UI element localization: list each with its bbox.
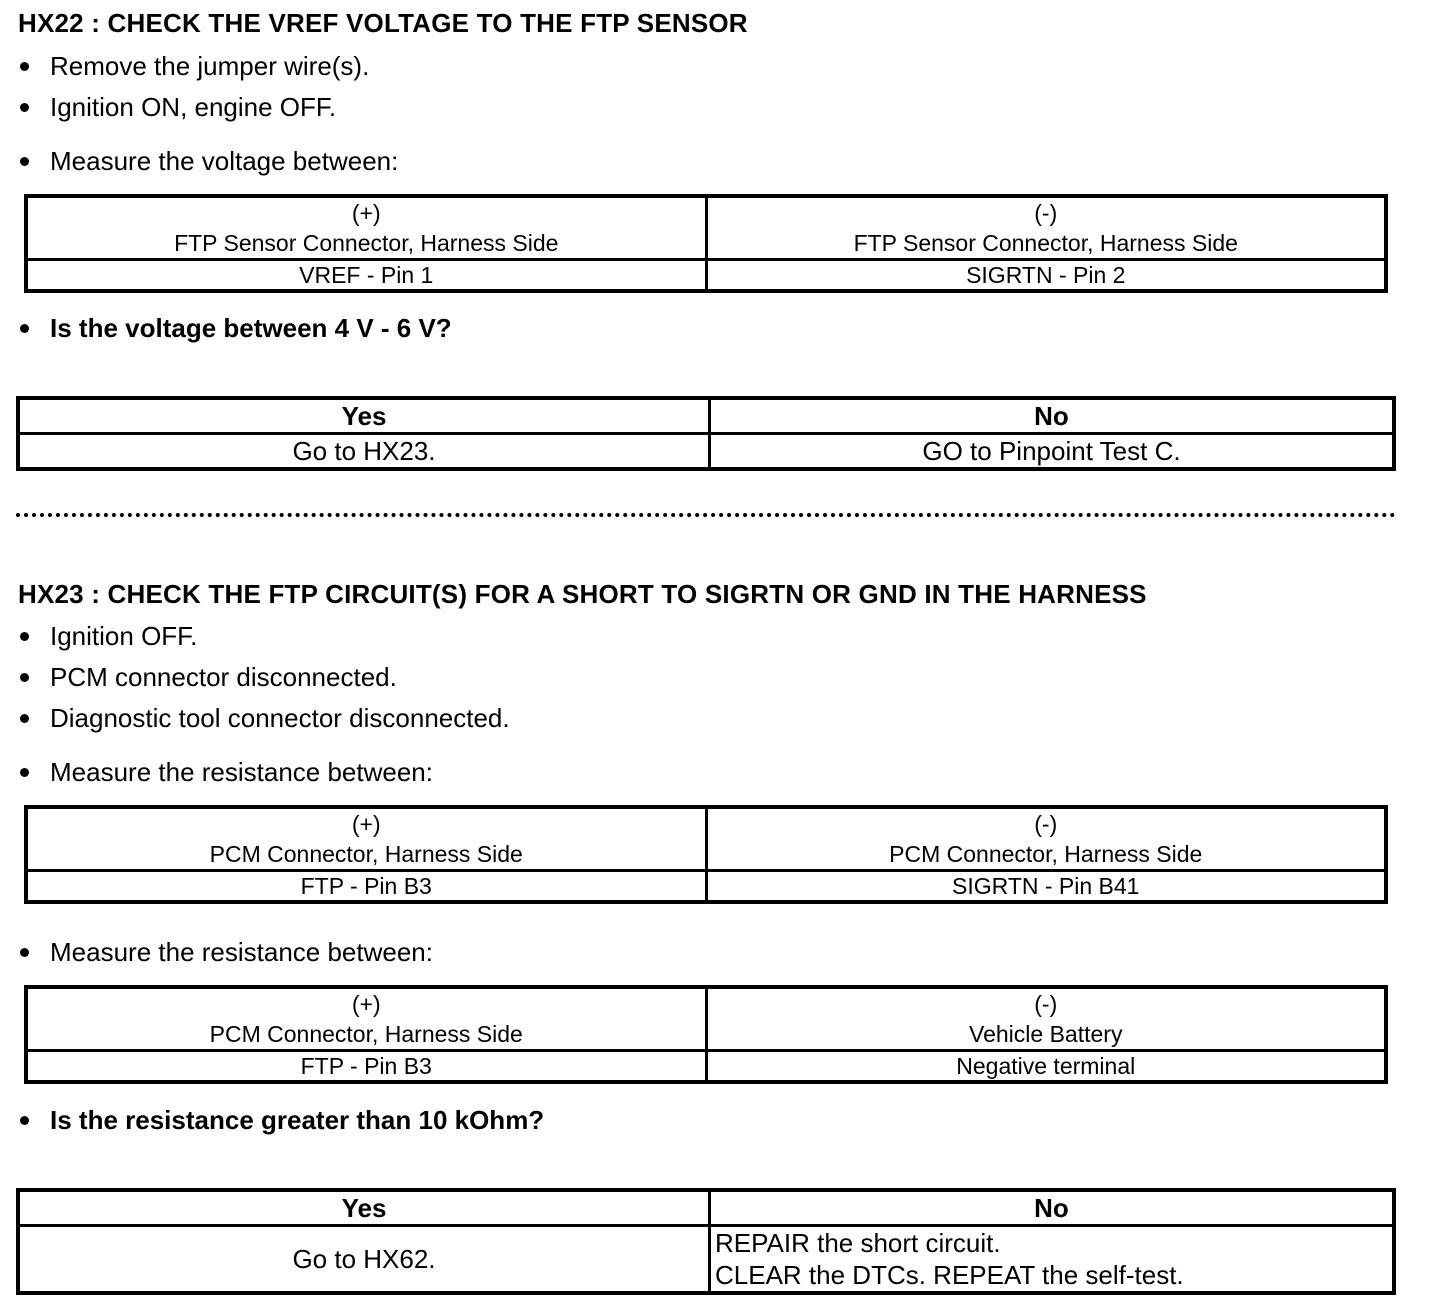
negative-probe-pin: SIGRTN - Pin B41: [706, 871, 1386, 903]
hx22-title: HX22 : CHECK THE VREF VOLTAGE TO THE FTP SENSOR: [18, 8, 748, 38]
positive-probe-header: (+) FTP Sensor Connector, Harness Side: [26, 196, 706, 260]
bullet-icon: [20, 673, 29, 682]
no-action: GO to Pinpoint Test C.: [710, 434, 1395, 470]
bullet-icon: [20, 157, 29, 166]
negative-probe-pin: SIGRTN - Pin 2: [706, 260, 1386, 292]
bullet-icon: [20, 62, 29, 71]
bullet-icon: [20, 714, 29, 723]
section-divider: [16, 513, 1396, 517]
hx23-result-table: [16, 1188, 1396, 1295]
positive-probe-pin: FTP - Pin B3: [26, 871, 706, 903]
no-action: REPAIR the short circuit. CLEAR the DTCs. REPEAT the self-test.: [710, 1226, 1395, 1294]
negative-probe-header: (-) Vehicle Battery: [706, 987, 1386, 1051]
hx23-measurement-table-2: [24, 985, 1388, 1084]
negative-probe-header: (-) PCM Connector, Harness Side: [706, 807, 1386, 871]
hx23-title: HX23 : CHECK THE FTP CIRCUIT(S) FOR A SHORT TO SIGRTN OR GND IN THE HARNESS: [18, 579, 1147, 609]
bullet-icon: [20, 1116, 29, 1125]
bullet-icon: [20, 103, 29, 112]
bullet-icon: [20, 948, 29, 957]
no-header: No: [710, 1190, 1395, 1226]
hx22-result-table: [16, 396, 1396, 471]
bullet-icon: [20, 324, 29, 333]
positive-probe-pin: FTP - Pin B3: [26, 1051, 706, 1083]
negative-probe-pin: Negative terminal: [706, 1051, 1386, 1083]
hx23-measurement-table-1: [24, 805, 1388, 904]
negative-probe-header: (-) FTP Sensor Connector, Harness Side: [706, 196, 1386, 260]
positive-probe-header: (+) PCM Connector, Harness Side: [26, 987, 706, 1051]
bullet-icon: [20, 768, 29, 777]
yes-header: Yes: [18, 398, 710, 434]
no-header: No: [710, 398, 1395, 434]
yes-action: Go to HX62.: [18, 1226, 710, 1294]
hx22-measurement-table: [24, 194, 1388, 293]
positive-probe-header: (+) PCM Connector, Harness Side: [26, 807, 706, 871]
positive-probe-pin: VREF - Pin 1: [26, 260, 706, 292]
yes-action: Go to HX23.: [18, 434, 710, 470]
yes-header: Yes: [18, 1190, 710, 1226]
bullet-icon: [20, 632, 29, 641]
